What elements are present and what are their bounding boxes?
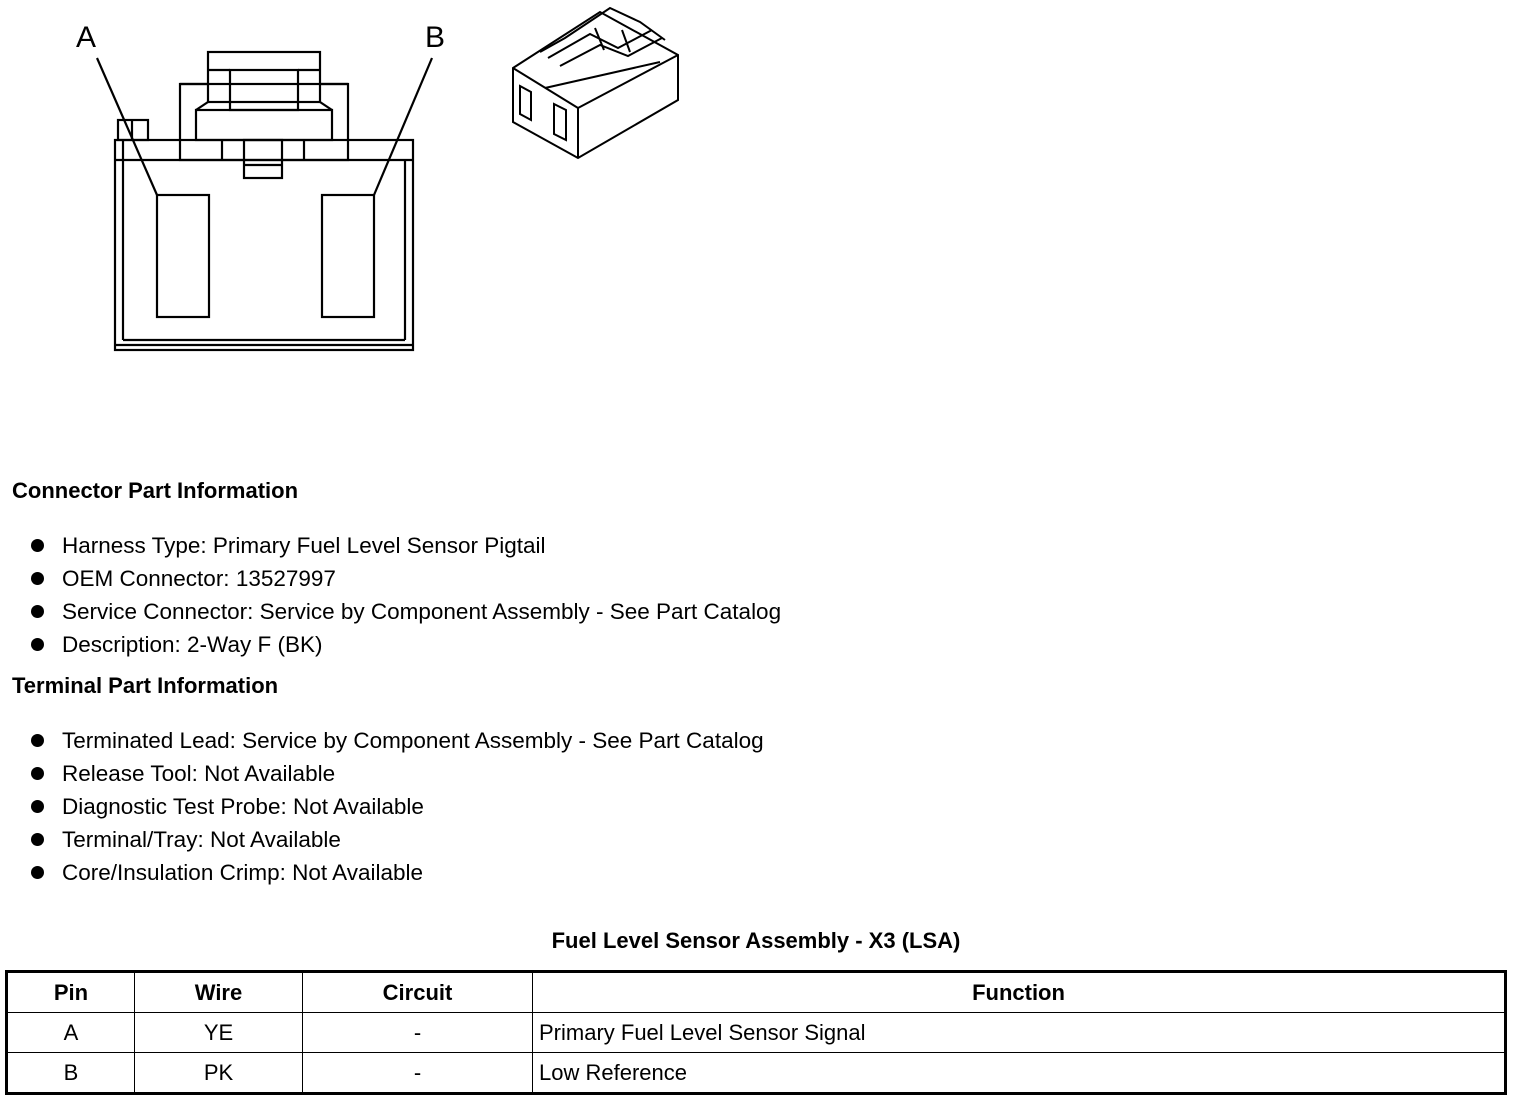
table-row: [7, 1053, 1506, 1094]
list-item: OEM Connector: 13527997: [28, 562, 781, 595]
list-item: Service Connector: Service by Component Assembly - See Part Catalog: [28, 595, 781, 628]
terminal-info-list: [28, 724, 764, 889]
list-item: Terminated Lead: Service by Component Assembly - See Part Catalog: [28, 724, 764, 757]
list-item: Core/Insulation Crimp: Not Available: [28, 856, 764, 889]
table-header-row: [7, 972, 1506, 1013]
terminal-info-heading: Terminal Part Information: [12, 673, 279, 698]
connector-isometric-view: [513, 8, 678, 158]
list-item: Terminal/Tray: Not Available: [28, 823, 764, 856]
header-wire: Wire: [135, 972, 303, 1013]
connector-diagram: [0, 0, 720, 370]
cell-wire: PK: [135, 1053, 303, 1094]
table-row: [7, 1013, 1506, 1053]
pin-label-b: B: [425, 21, 446, 54]
connector-face-view: [97, 52, 432, 350]
cavity-a: [157, 195, 209, 317]
header-pin: Pin: [7, 972, 135, 1013]
header-circuit: Circuit: [303, 972, 533, 1013]
list-item: Diagnostic Test Probe: Not Available: [28, 790, 764, 823]
list-item: Release Tool: Not Available: [28, 757, 764, 790]
cell-pin: B: [7, 1053, 135, 1094]
connector-info-list: [28, 529, 781, 661]
list-item: Description: 2-Way F (BK): [28, 628, 781, 661]
cell-function: Primary Fuel Level Sensor Signal: [533, 1013, 1506, 1053]
cell-wire: YE: [135, 1013, 303, 1053]
cell-function: Low Reference: [533, 1053, 1506, 1094]
connector-info-heading: Connector Part Information: [12, 478, 299, 503]
list-item: Harness Type: Primary Fuel Level Sensor Pigtail: [28, 529, 781, 562]
cavity-b: [322, 195, 374, 317]
cell-pin: A: [7, 1013, 135, 1053]
pin-label-a: A: [76, 21, 97, 54]
cell-circuit: -: [303, 1053, 533, 1094]
pinout-table: [5, 970, 1507, 1095]
pinout-table-title: Fuel Level Sensor Assembly - X3 (LSA): [551, 928, 961, 953]
cell-circuit: -: [303, 1013, 533, 1053]
header-function: Function: [533, 972, 1506, 1013]
